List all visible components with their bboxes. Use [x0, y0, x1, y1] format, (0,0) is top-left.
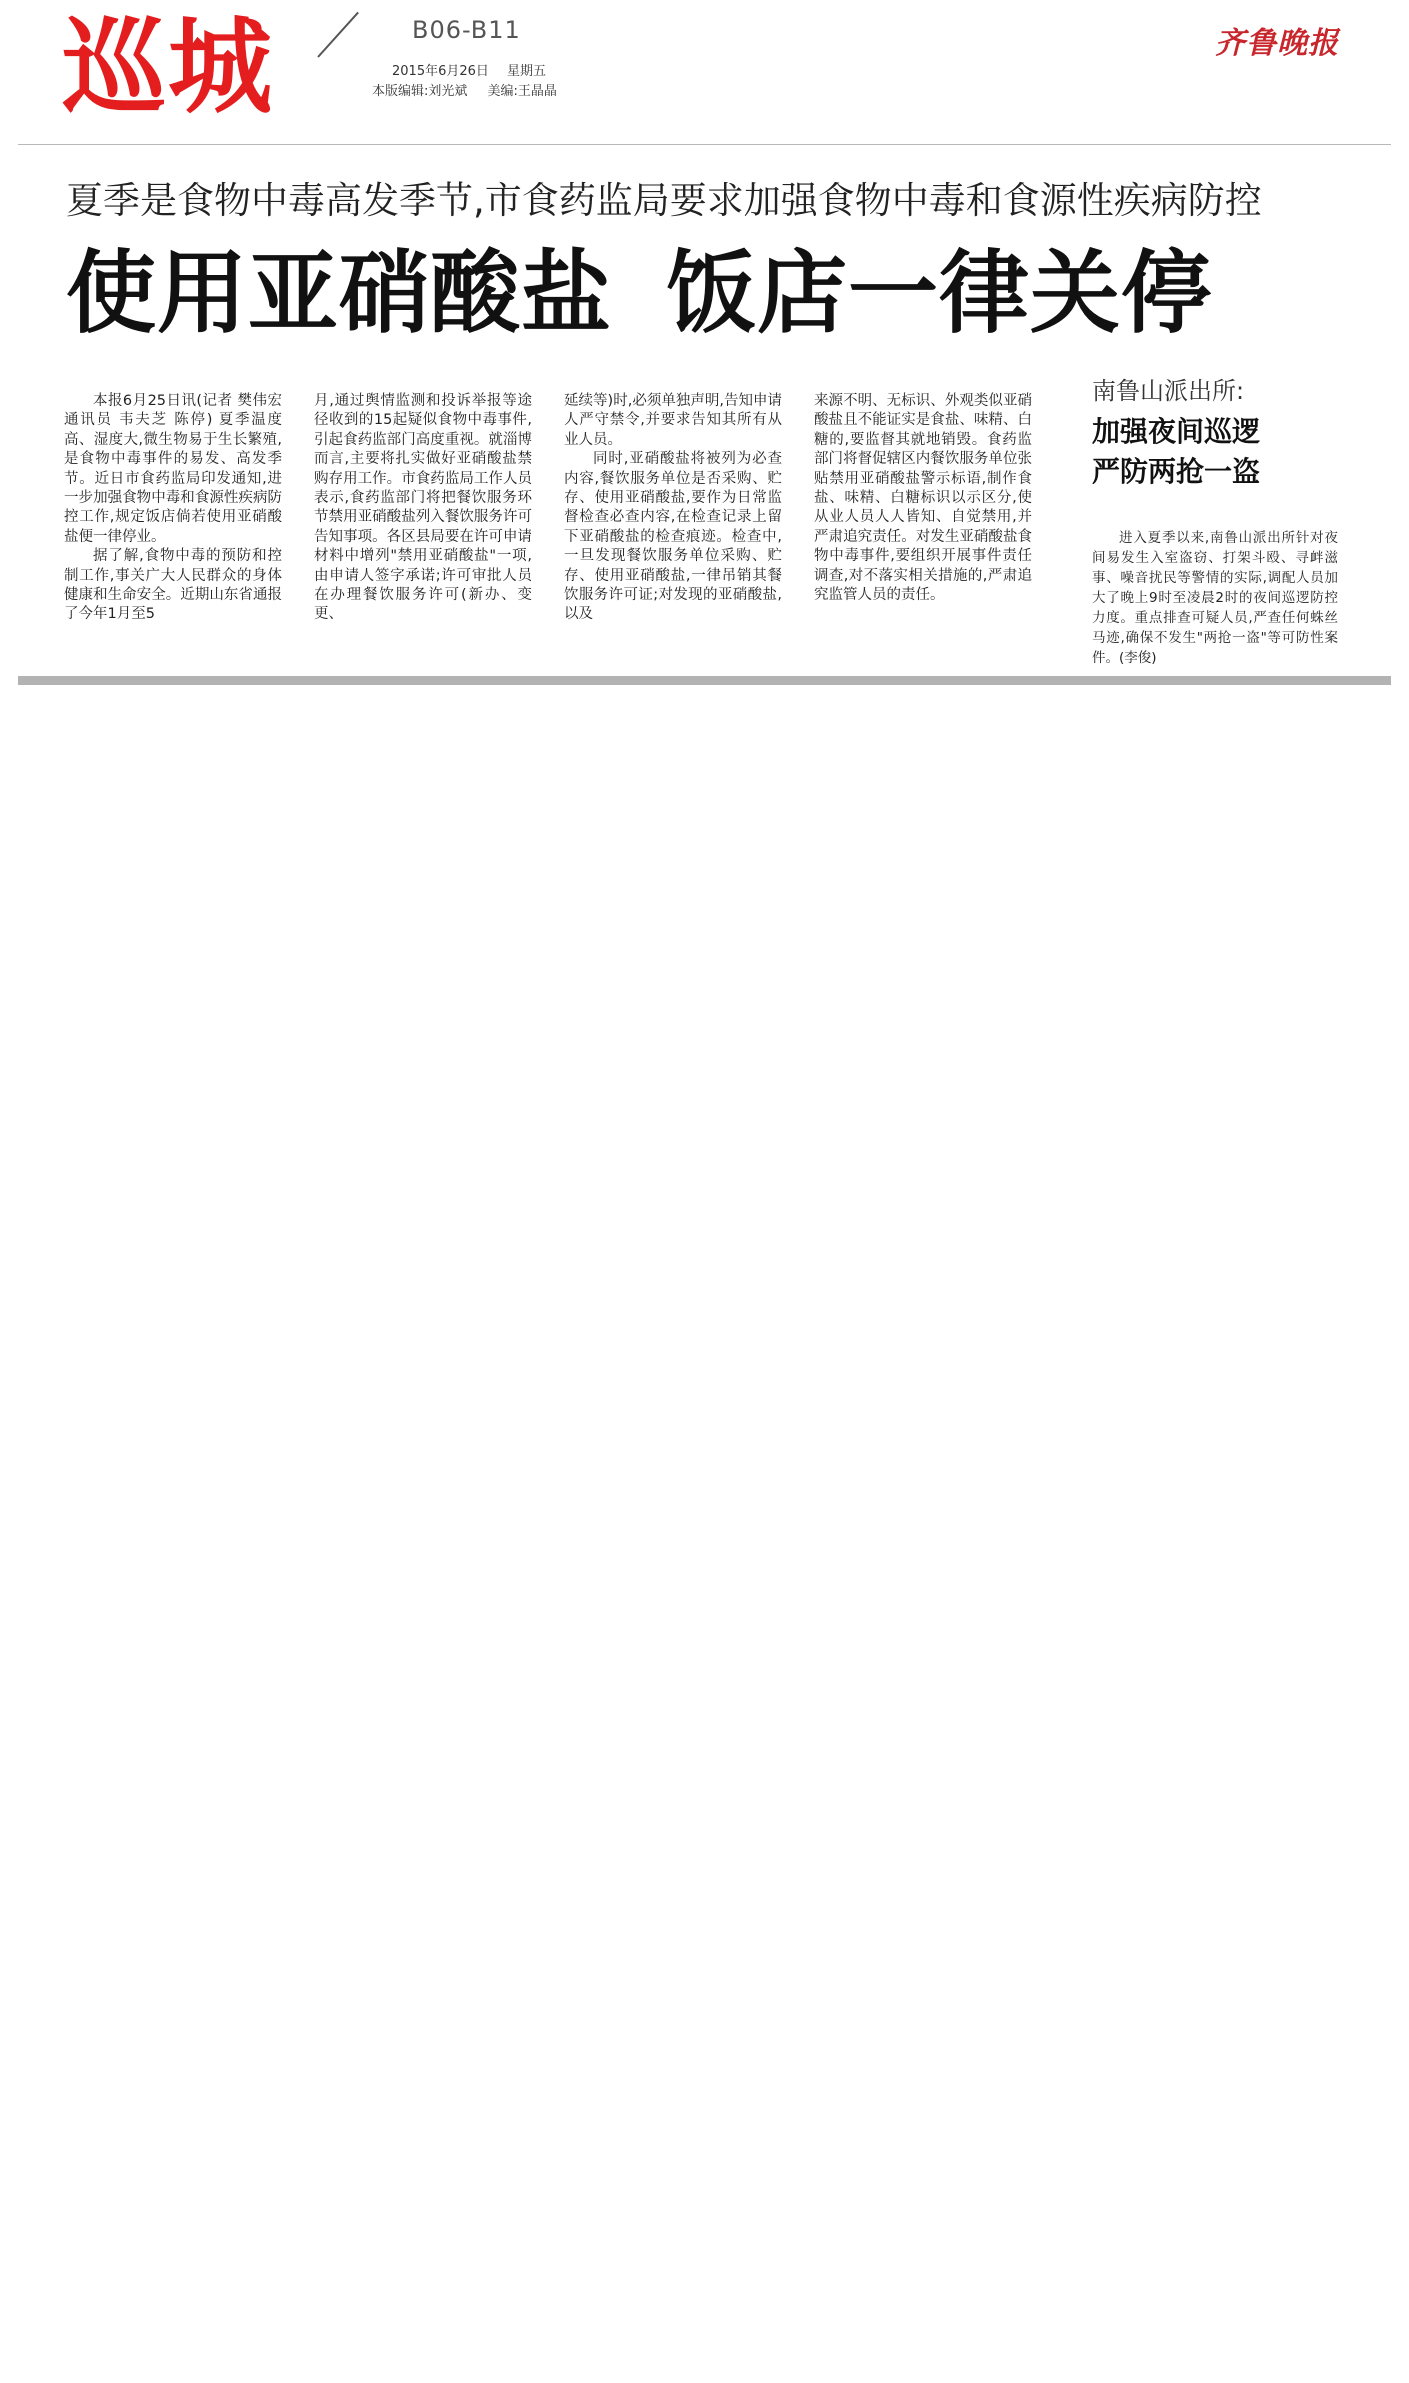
sidebar-title-line-1: 加强夜间巡逻 — [1092, 415, 1261, 448]
article-columns — [64, 392, 1032, 664]
page-editor: 本版编辑:刘光斌 — [372, 84, 468, 99]
article-paragraph: 本报6月25日讯(记者 樊伟宏 通讯员 韦夫芝 陈停) 夏季温度高、湿度大,微生物易于生长繁殖,是食物中毒事件的易发、高发季节。近日市食药监局印发通知,进一步加强食物中毒和食源性疾病防控工作,规定饭店倘若使用亚硝酸盐便一律停业。 — [64, 393, 282, 545]
page-designer: 美编:王晶晶 — [487, 84, 557, 99]
date-line — [392, 60, 560, 79]
sidebar-kicker: 南鲁山派出所: — [1092, 377, 1245, 405]
bottom-rule — [18, 676, 1391, 685]
headline-part-2: 饭店一律关停 — [666, 241, 1212, 346]
masthead-divider — [317, 12, 359, 58]
article-headline — [66, 242, 1366, 346]
newspaper-logo: 齐鲁晚报 — [1215, 26, 1339, 61]
sidebar-paragraph: 进入夏季以来,南鲁山派出所针对夜间易发生入室盗窃、打架斗殴、寻衅滋事、噪音扰民等警情的实际,调配人员加大了晚上9时至凌晨2时的夜间巡逻防控力度。重点排查可疑人员,严查任何蛛丝马迹,确保不发生"两抢一盗"等可防性案件。(李俊) — [1092, 530, 1338, 666]
issue-date: 2015年6月26日 — [392, 64, 489, 79]
sidebar-story — [1092, 374, 1338, 666]
page-range: B06-B11 — [412, 16, 521, 44]
article-column-1 — [64, 392, 282, 664]
issue-weekday: 星期五 — [507, 64, 547, 79]
masthead-section-title: 巡城 — [62, 6, 275, 128]
article-paragraph: 据了解,食物中毒的预防和控制工作,事关广大人民群众的身体健康和生命安全。近期山东省通报了今年1月至5 — [64, 548, 282, 623]
article-subtitle: 夏季是食物中毒高发季节,市食药监局要求加强食物中毒和食源性疾病防控 — [66, 179, 1262, 222]
headline-part-1: 使用亚硝酸盐 — [66, 241, 612, 346]
article-column-2 — [314, 392, 532, 664]
article-column-3 — [564, 392, 782, 664]
sidebar-body — [1092, 528, 1338, 668]
editor-line — [372, 80, 573, 99]
article-paragraph: 同时,亚硝酸盐将被列为必查内容,餐饮服务单位是否采购、贮存、使用亚硝酸盐,要作为日常监督检查必查内容,在检查记录上留下亚硝酸盐的检查痕迹。检查中,一旦发现餐饮服务单位采购、贮存、使用亚硝酸盐,一律吊销其餐饮服务许可证;对发现的亚硝酸盐,以及 — [564, 451, 782, 623]
header-rule — [18, 144, 1391, 145]
sidebar-title-line-2: 严防两抢一盗 — [1092, 455, 1261, 488]
article-paragraph: 来源不明、无标识、外观类似亚硝酸盐且不能证实是食盐、味精、白糖的,要监督其就地销毁。食药监部门将督促辖区内餐饮服务单位张贴禁用亚硝酸盐警示标语,制作食盐、味精、白糖标识以示区分,使从业人员人人皆知、自觉禁用,并严肃追究责任。对发生亚硝酸盐食物中毒事件,要组织开展事件责任调查,对不落实相关措施的,严肃追究监管人员的责任。 — [814, 393, 1032, 604]
article-paragraph: 月,通过舆情监测和投诉举报等途径收到的15起疑似食物中毒事件,引起食药监部门高度重视。就淄博而言,主要将扎实做好亚硝酸盐禁购存用工作。市食药监局工作人员表示,食药监部门将把餐饮服务环节禁用亚硝酸盐列入餐饮服务许可告知事项。各区县局要在许可申请材料中增列"禁用亚硝酸盐"一项,由申请人签字承诺;许可审批人员在办理餐饮服务许可(新办、变更、 — [314, 393, 532, 623]
article-column-4 — [814, 392, 1032, 664]
article-paragraph: 延续等)时,必须单独声明,告知申请人严守禁令,并要求告知其所有从业人员。 — [564, 393, 782, 448]
